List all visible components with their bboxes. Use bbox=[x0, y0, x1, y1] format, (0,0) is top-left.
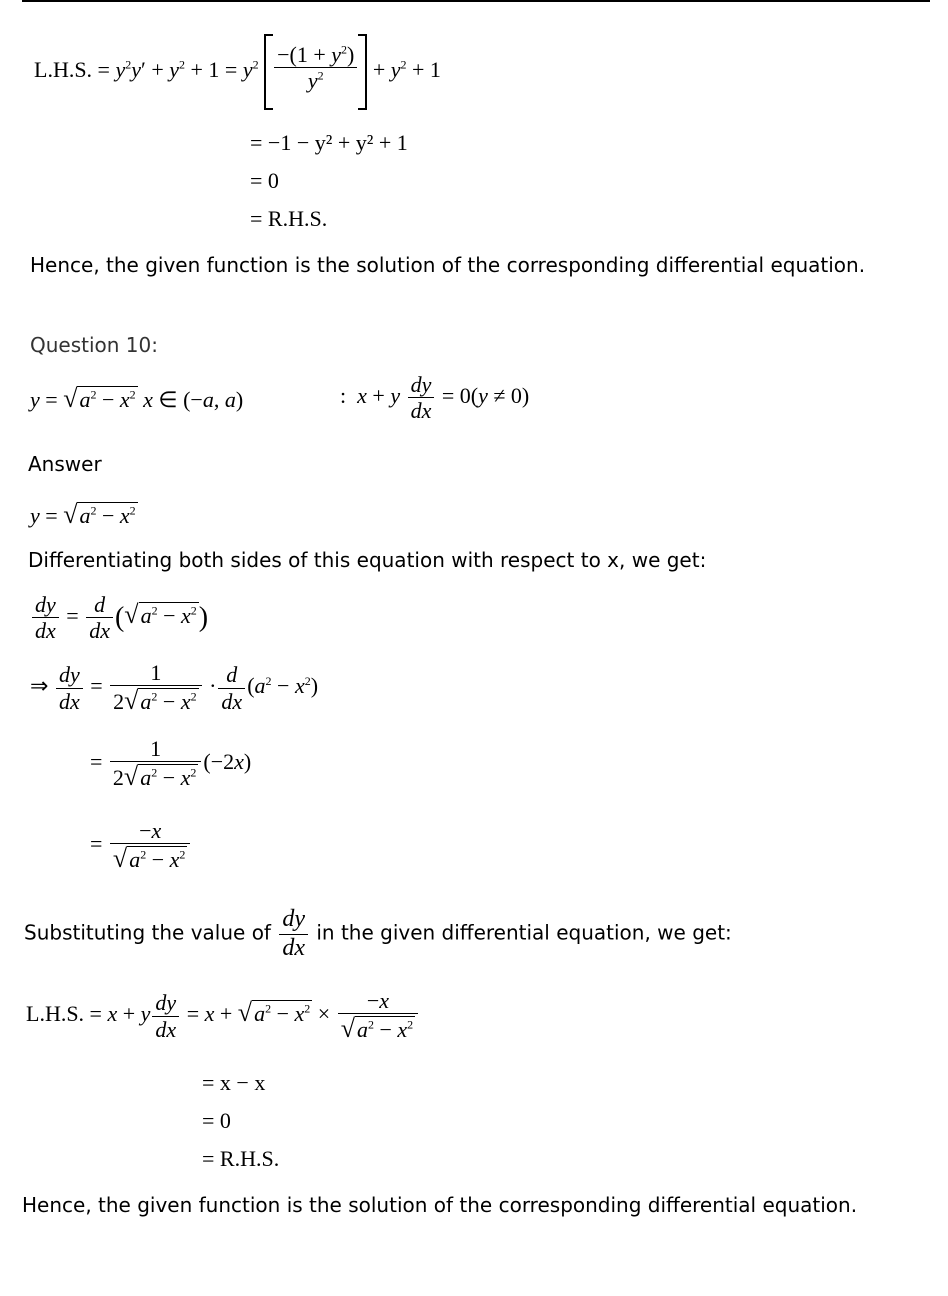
lhs-step-1: = −1 − y² + y² + 1 bbox=[250, 130, 408, 155]
conclusion-2: Hence, the given function is the solution of the corresponding differential equation. bbox=[22, 1193, 858, 1217]
substituting-text: Substituting the value of $\frac{dy}{dx}$ in the given differential equation, we get: bbox=[24, 906, 732, 961]
subst-before: Substituting the value of bbox=[24, 920, 271, 945]
derivative-step-2: ⇒ $\frac{dy}{dx}$ = $\frac{1}{2√a^2 - x^2}$ · $\frac{d}{dx}$ $(a^2 - x^2)$ bbox=[30, 660, 319, 716]
derivative-step-1: $\frac{dy}{dx}$ = $\frac{d}{dx}$ $(√a^2 - x^2)$ bbox=[30, 592, 208, 644]
lhs-equation-1: L.H.S. = $y^2y' + y^2 + 1 = y^2$ $\frac{-(1 + y^2)}{y^2}$ + $y^2 + 1$ bbox=[34, 34, 441, 110]
lhs2-step-2: = 0 bbox=[202, 1108, 231, 1133]
lhs-equation-2: L.H.S. = x + y $\frac{dy}{dx}$ = $x + √a^2 - x^2$ × $\frac{-x}{√a^2 - x^2}$ bbox=[26, 988, 420, 1044]
lhs-step-2: = 0 bbox=[250, 168, 279, 193]
derivative-step-4: = $\frac{-x}{√a^2 - x^2}$ bbox=[90, 818, 192, 874]
question-equation: : x + y $\frac{dy}{dx}$ = 0(y ≠ 0) bbox=[340, 372, 530, 424]
subst-after: in the given differential equation, we get: bbox=[316, 920, 732, 945]
lhs2-step-1: = x − x bbox=[202, 1070, 266, 1095]
question-function: $y = √a^2 - x^2$ x ∈ (−a, a) bbox=[30, 384, 244, 413]
top-rule bbox=[22, 0, 930, 2]
lhs-label-2: L.H.S. = bbox=[26, 1001, 102, 1027]
derivative-step-3: = $\frac{1}{2√a^2 - x^2}$ (−2x) bbox=[90, 736, 252, 792]
given-function: $y = √a^2 - x^2$ bbox=[30, 500, 136, 529]
differentiating-text: Differentiating both sides of this equation with respect to x, we get: bbox=[28, 548, 707, 572]
lhs2-step-3: = R.H.S. bbox=[202, 1146, 280, 1171]
conclusion-1: Hence, the given function is the solution of the corresponding differential equation. bbox=[30, 253, 866, 277]
separator: : bbox=[340, 382, 347, 408]
lhs-step-3: = R.H.S. bbox=[250, 206, 328, 231]
answer-heading: Answer bbox=[28, 452, 102, 476]
lhs-label-1: L.H.S. = bbox=[34, 57, 110, 83]
question-heading: Question 10: bbox=[30, 333, 158, 357]
